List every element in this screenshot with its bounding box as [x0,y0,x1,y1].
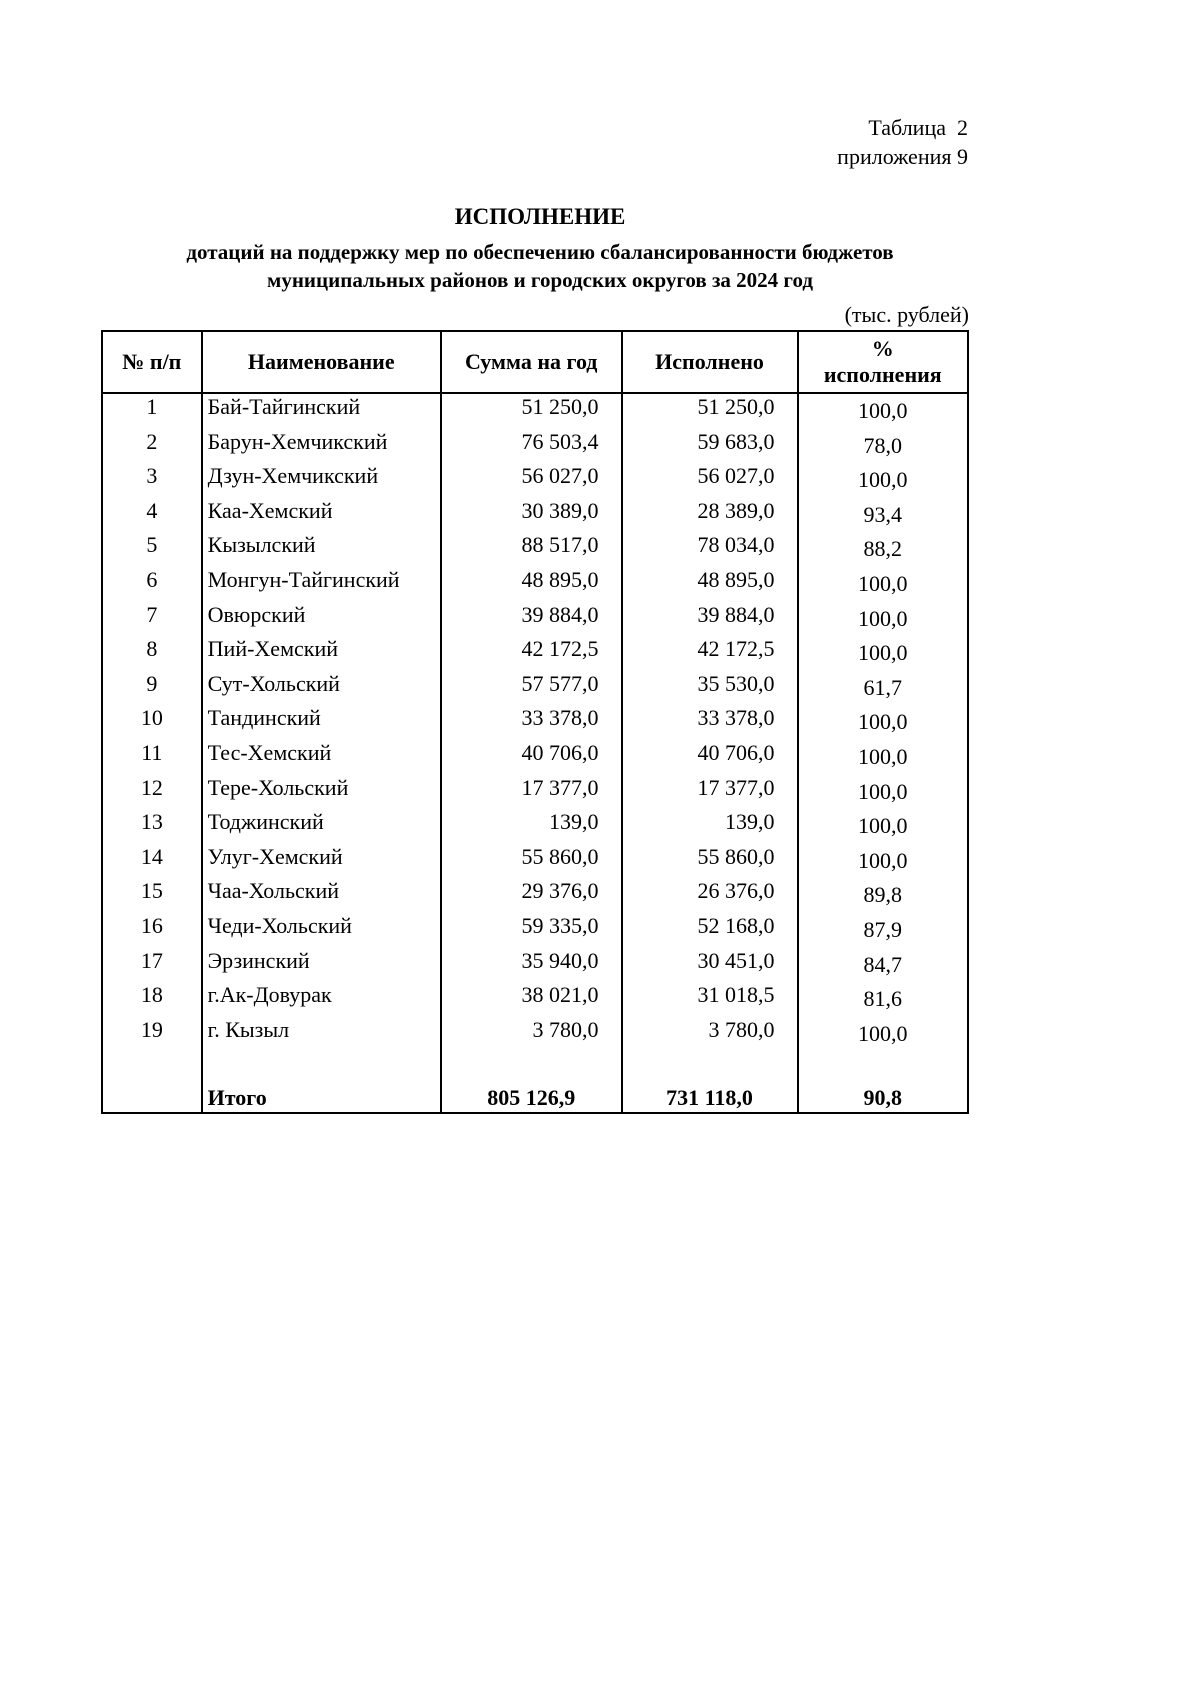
row-plan-cell: 30 389,0 [441,498,622,533]
table-row [102,705,968,740]
row-plan-cell: 42 172,5 [441,636,622,671]
row-pct-cell: 93,4 [798,498,968,533]
header-name: Наименование [202,331,441,393]
row-num-cell: 19 [102,1017,202,1052]
row-plan-cell: 3 780,0 [441,1017,622,1052]
row-num-cell: 13 [102,809,202,844]
row-num-cell: 10 [102,705,202,740]
document-title: ИСПОЛНЕНИЕ [454,204,626,229]
row-num-cell: 9 [102,671,202,706]
row-done-cell: 35 530,0 [622,671,798,706]
row-name-cell: Овюрский [202,602,441,637]
row-pct-cell: 100,0 [798,775,968,810]
total-num-cell [102,1081,202,1113]
row-plan-cell: 38 021,0 [441,982,622,1017]
table-row [102,948,968,983]
table-row [102,740,968,775]
table-row [102,393,968,429]
row-name-cell: Пий-Хемский [202,636,441,671]
row-done-cell: 59 683,0 [622,429,798,464]
header-plan: Сумма на год [441,331,622,393]
total-name-cell: Итого [202,1081,441,1113]
spacer-cell [441,1051,622,1081]
row-num-cell: 1 [102,393,202,429]
row-pct-cell: 100,0 [798,393,968,429]
table-header-row [102,331,968,393]
row-plan-cell: 55 860,0 [441,844,622,879]
table-spacer-row [102,1051,968,1081]
row-pct-cell: 89,8 [798,878,968,913]
row-done-cell: 33 378,0 [622,705,798,740]
row-pct-cell: 78,0 [798,429,968,464]
row-name-cell: г. Кызыл [202,1017,441,1052]
row-name-cell: Эрзинский [202,948,441,983]
header-pct-sign: % [871,336,894,361]
row-pct-cell: 100,0 [798,463,968,498]
row-plan-cell: 76 503,4 [441,429,622,464]
row-num-cell: 12 [102,775,202,810]
table-row [102,429,968,464]
row-pct-cell: 100,0 [798,809,968,844]
row-plan-cell: 35 940,0 [441,948,622,983]
total-pct-cell: 90,8 [798,1081,968,1113]
row-name-cell: Чеди-Хольский [202,913,441,948]
row-done-cell: 78 034,0 [622,532,798,567]
document-subtitle [0,238,1080,294]
row-num-cell: 17 [102,948,202,983]
row-done-cell: 56 027,0 [622,463,798,498]
table-row [102,532,968,567]
table-row [102,982,968,1017]
row-pct-cell: 88,2 [798,532,968,567]
row-name-cell: Кызылский [202,532,441,567]
table-row [102,1017,968,1052]
row-num-cell: 18 [102,982,202,1017]
row-done-cell: 17 377,0 [622,775,798,810]
row-name-cell: Дзун-Хемчикский [202,463,441,498]
row-plan-cell: 39 884,0 [441,602,622,637]
row-done-cell: 48 895,0 [622,567,798,602]
row-plan-cell: 139,0 [441,809,622,844]
subtitle-line-1: дотаций на поддержку мер по обеспечению сбалансированности бюджетов [186,240,894,264]
table-number-label: Таблица 2 [868,115,968,140]
table-row [102,567,968,602]
header-pct-word: исполнения [823,362,942,387]
row-done-cell: 42 172,5 [622,636,798,671]
table-row [102,809,968,844]
row-name-cell: Монгун-Тайгинский [202,567,441,602]
row-plan-cell: 33 378,0 [441,705,622,740]
row-name-cell: Сут-Хольский [202,671,441,706]
row-pct-cell: 100,0 [798,705,968,740]
row-done-cell: 30 451,0 [622,948,798,983]
table-body [102,393,968,1113]
unit-note: (тыс. рублей) [844,302,969,327]
row-pct-cell: 100,0 [798,740,968,775]
row-done-cell: 26 376,0 [622,878,798,913]
row-num-cell: 4 [102,498,202,533]
row-num-cell: 7 [102,602,202,637]
table-row [102,878,968,913]
total-done-cell: 731 118,0 [622,1081,798,1113]
table-row [102,844,968,879]
row-plan-cell: 29 376,0 [441,878,622,913]
row-name-cell: Тандинский [202,705,441,740]
table-row [102,463,968,498]
row-name-cell: Каа-Хемский [202,498,441,533]
row-plan-cell: 51 250,0 [441,393,622,429]
annex-label [837,113,968,171]
row-done-cell: 139,0 [622,809,798,844]
row-num-cell: 11 [102,740,202,775]
row-name-cell: Тере-Хольский [202,775,441,810]
row-name-cell: Бай-Тайгинский [202,393,441,429]
row-done-cell: 52 168,0 [622,913,798,948]
row-name-cell: Тоджинский [202,809,441,844]
row-name-cell: Чаа-Хольский [202,878,441,913]
spacer-cell [102,1051,202,1081]
row-plan-cell: 88 517,0 [441,532,622,567]
row-name-cell: Тес-Хемский [202,740,441,775]
row-num-cell: 16 [102,913,202,948]
row-plan-cell: 17 377,0 [441,775,622,810]
row-name-cell: Улуг-Хемский [202,844,441,879]
spacer-cell [622,1051,798,1081]
row-pct-cell: 100,0 [798,844,968,879]
execution-table [101,330,969,1114]
row-plan-cell: 48 895,0 [441,567,622,602]
table-row [102,775,968,810]
row-done-cell: 55 860,0 [622,844,798,879]
table-row [102,671,968,706]
header-num: № п/п [102,331,202,393]
row-pct-cell: 100,0 [798,636,968,671]
spacer-cell [798,1051,968,1081]
spacer-cell [202,1051,441,1081]
row-num-cell: 2 [102,429,202,464]
row-name-cell: Барун-Хемчикский [202,429,441,464]
row-num-cell: 14 [102,844,202,879]
row-num-cell: 5 [102,532,202,567]
row-done-cell: 39 884,0 [622,602,798,637]
row-num-cell: 6 [102,567,202,602]
table-row [102,913,968,948]
row-pct-cell: 87,9 [798,913,968,948]
row-pct-cell: 100,0 [798,1017,968,1052]
row-plan-cell: 40 706,0 [441,740,622,775]
row-num-cell: 3 [102,463,202,498]
total-plan-cell: 805 126,9 [441,1081,622,1113]
row-done-cell: 40 706,0 [622,740,798,775]
row-pct-cell: 81,6 [798,982,968,1017]
subtitle-line-2: муниципальных районов и городских округов за 2024 год [267,268,813,292]
row-done-cell: 31 018,5 [622,982,798,1017]
row-done-cell: 28 389,0 [622,498,798,533]
row-pct-cell: 84,7 [798,948,968,983]
row-plan-cell: 57 577,0 [441,671,622,706]
row-pct-cell: 100,0 [798,602,968,637]
table-row [102,498,968,533]
row-plan-cell: 56 027,0 [441,463,622,498]
appendix-label: приложения 9 [837,144,968,169]
header-done: Исполнено [622,331,798,393]
row-num-cell: 15 [102,878,202,913]
row-done-cell: 51 250,0 [622,393,798,429]
table-row [102,636,968,671]
row-done-cell: 3 780,0 [622,1017,798,1052]
header-pct [798,331,968,393]
table-total-row [102,1081,968,1113]
row-name-cell: г.Ак-Довурак [202,982,441,1017]
row-plan-cell: 59 335,0 [441,913,622,948]
row-pct-cell: 61,7 [798,671,968,706]
row-pct-cell: 100,0 [798,567,968,602]
table-row [102,602,968,637]
row-num-cell: 8 [102,636,202,671]
